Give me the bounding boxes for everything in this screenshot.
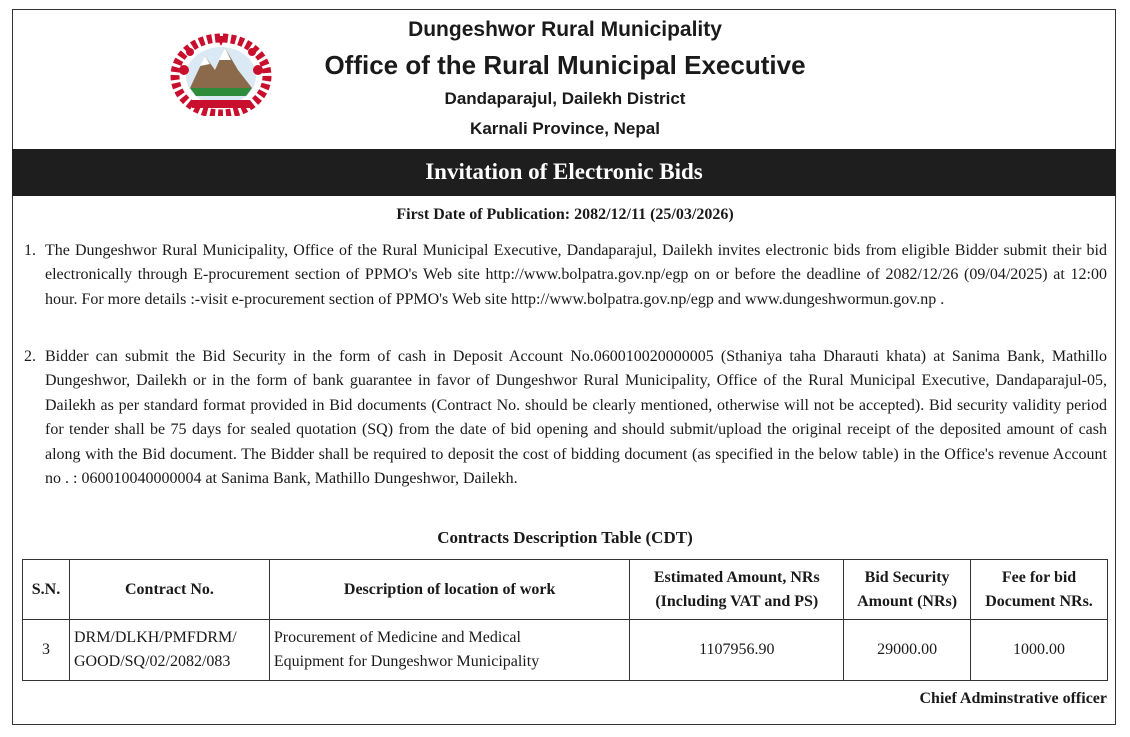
header-description: Description of location of work (269, 560, 630, 620)
table-header-row (23, 560, 1108, 620)
signatory-title: Chief Adminstrative officer (919, 690, 1107, 707)
paragraph-number: 2. (24, 348, 36, 365)
cell-sn: 3 (23, 620, 70, 681)
table-row (23, 620, 1108, 681)
government-emblem-icon (170, 30, 272, 116)
cdt-title: Contracts Description Table (CDT) (437, 528, 693, 547)
paragraph-bid-security: Bidder can submit the Bid Security in the form of cash in Deposit Account No.060010020000005 (Sthaniya taha Dharauti khata) at Sanima Bank, Mathillo Dungeshwor, Dailekh or in the form of bank guarantee in favor of Dungeshwor Rural Municipality, Office of the Rural Municipal Executive, Dandaparajul-05, Dailekh as per standard format provided in Bid documents (Contract No. should be clearly mentioned, otherwise will not be accepted). Bid security validity period for tender shall be 75 days for sealed quotation (SQ) from the date of bid opening and should submit/upload the original receipt of the deposited amount of cash along with the Bid document. The Bidder shall be required to deposit the cost of bidding document (as specified in the below table) in the Office's revenue Account no . : 060010040000004 at Sanima Bank, Mathillo Dungeshwor, Dailekh. (45, 348, 1107, 488)
contracts-description-table (22, 559, 1108, 681)
publication-date: First Date of Publication: 2082/12/11 (25/03/2026) (396, 206, 734, 223)
header-bid-security: Bid Security Amount (NRs) (844, 560, 971, 620)
cell-estimated-amount: 1107956.90 (630, 620, 844, 681)
paragraph-bid-invitation: The Dungeshwor Rural Municipality, Office of the Rural Municipal Executive, Dandaparajul, Dailekh invites electronic bids from eligible Bidder submit their bid electronically through E-procurement section of PPMO's Web site http://www.bolpatra.gov.np/egp on or before the deadline of 2082/12/26 (09/04/2025) at 12:00 hour. For more details :-visit e-procurement section of PPMO's Web site http://www.bolpatra.gov.np/egp and www.dungeshwormun.gov.np . (45, 242, 1107, 308)
header-document-fee: Fee for bid Document NRs. (971, 560, 1108, 620)
cell-contract-no: DRM/DLKH/PMFDRM/ GOOD/SQ/02/2082/083 (69, 620, 269, 681)
cell-bid-security: 29000.00 (844, 620, 971, 681)
office-address: Dandaparajul, Dailekh District (444, 89, 686, 108)
office-province: Karnali Province, Nepal (470, 119, 660, 138)
cell-document-fee: 1000.00 (971, 620, 1108, 681)
municipality-name: Dungeshwor Rural Municipality (408, 18, 722, 41)
header-estimated-amount: Estimated Amount, NRs (Including VAT and PS) (630, 560, 844, 620)
cell-description: Procurement of Medicine and Medical Equipment for Dungeshwor Municipality (269, 620, 630, 681)
paragraph-number: 1. (24, 242, 36, 259)
header-sn: S.N. (23, 560, 70, 620)
header-contract-no: Contract No. (69, 560, 269, 620)
office-name: Office of the Rural Municipal Executive (324, 50, 806, 80)
notice-title-banner: Invitation of Electronic Bids (12, 149, 1116, 196)
